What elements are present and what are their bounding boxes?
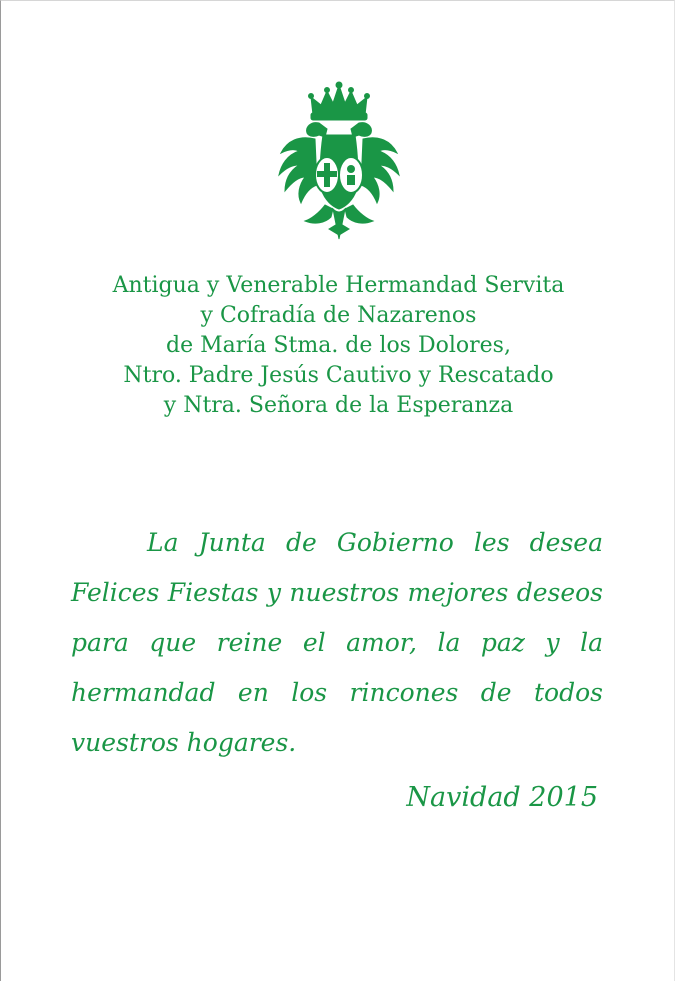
brotherhood-name-line-4: Ntro. Padre Jesús Cautivo y Rescatado bbox=[123, 363, 554, 388]
brotherhood-name-line-5: y Ntra. Señora de la Esperanza bbox=[163, 393, 514, 418]
greeting-message: La Junta de Gobierno les desea Felices Fiestas y nuestros mejores deseos para que reine el amor, la paz y la hermandad en los rincones de todos vuestros hogares. bbox=[71, 528, 603, 757]
brotherhood-name bbox=[1, 271, 675, 421]
double-headed-eagle-crest-icon bbox=[275, 79, 403, 245]
signoff-date: Navidad 2015 bbox=[406, 782, 598, 813]
brotherhood-name-line-2: y Cofradía de Nazarenos bbox=[200, 303, 477, 328]
brotherhood-name-line-3: de María Stma. de los Dolores, bbox=[166, 333, 511, 358]
brotherhood-name-line-1: Antigua y Venerable Hermandad Servita bbox=[112, 273, 565, 298]
